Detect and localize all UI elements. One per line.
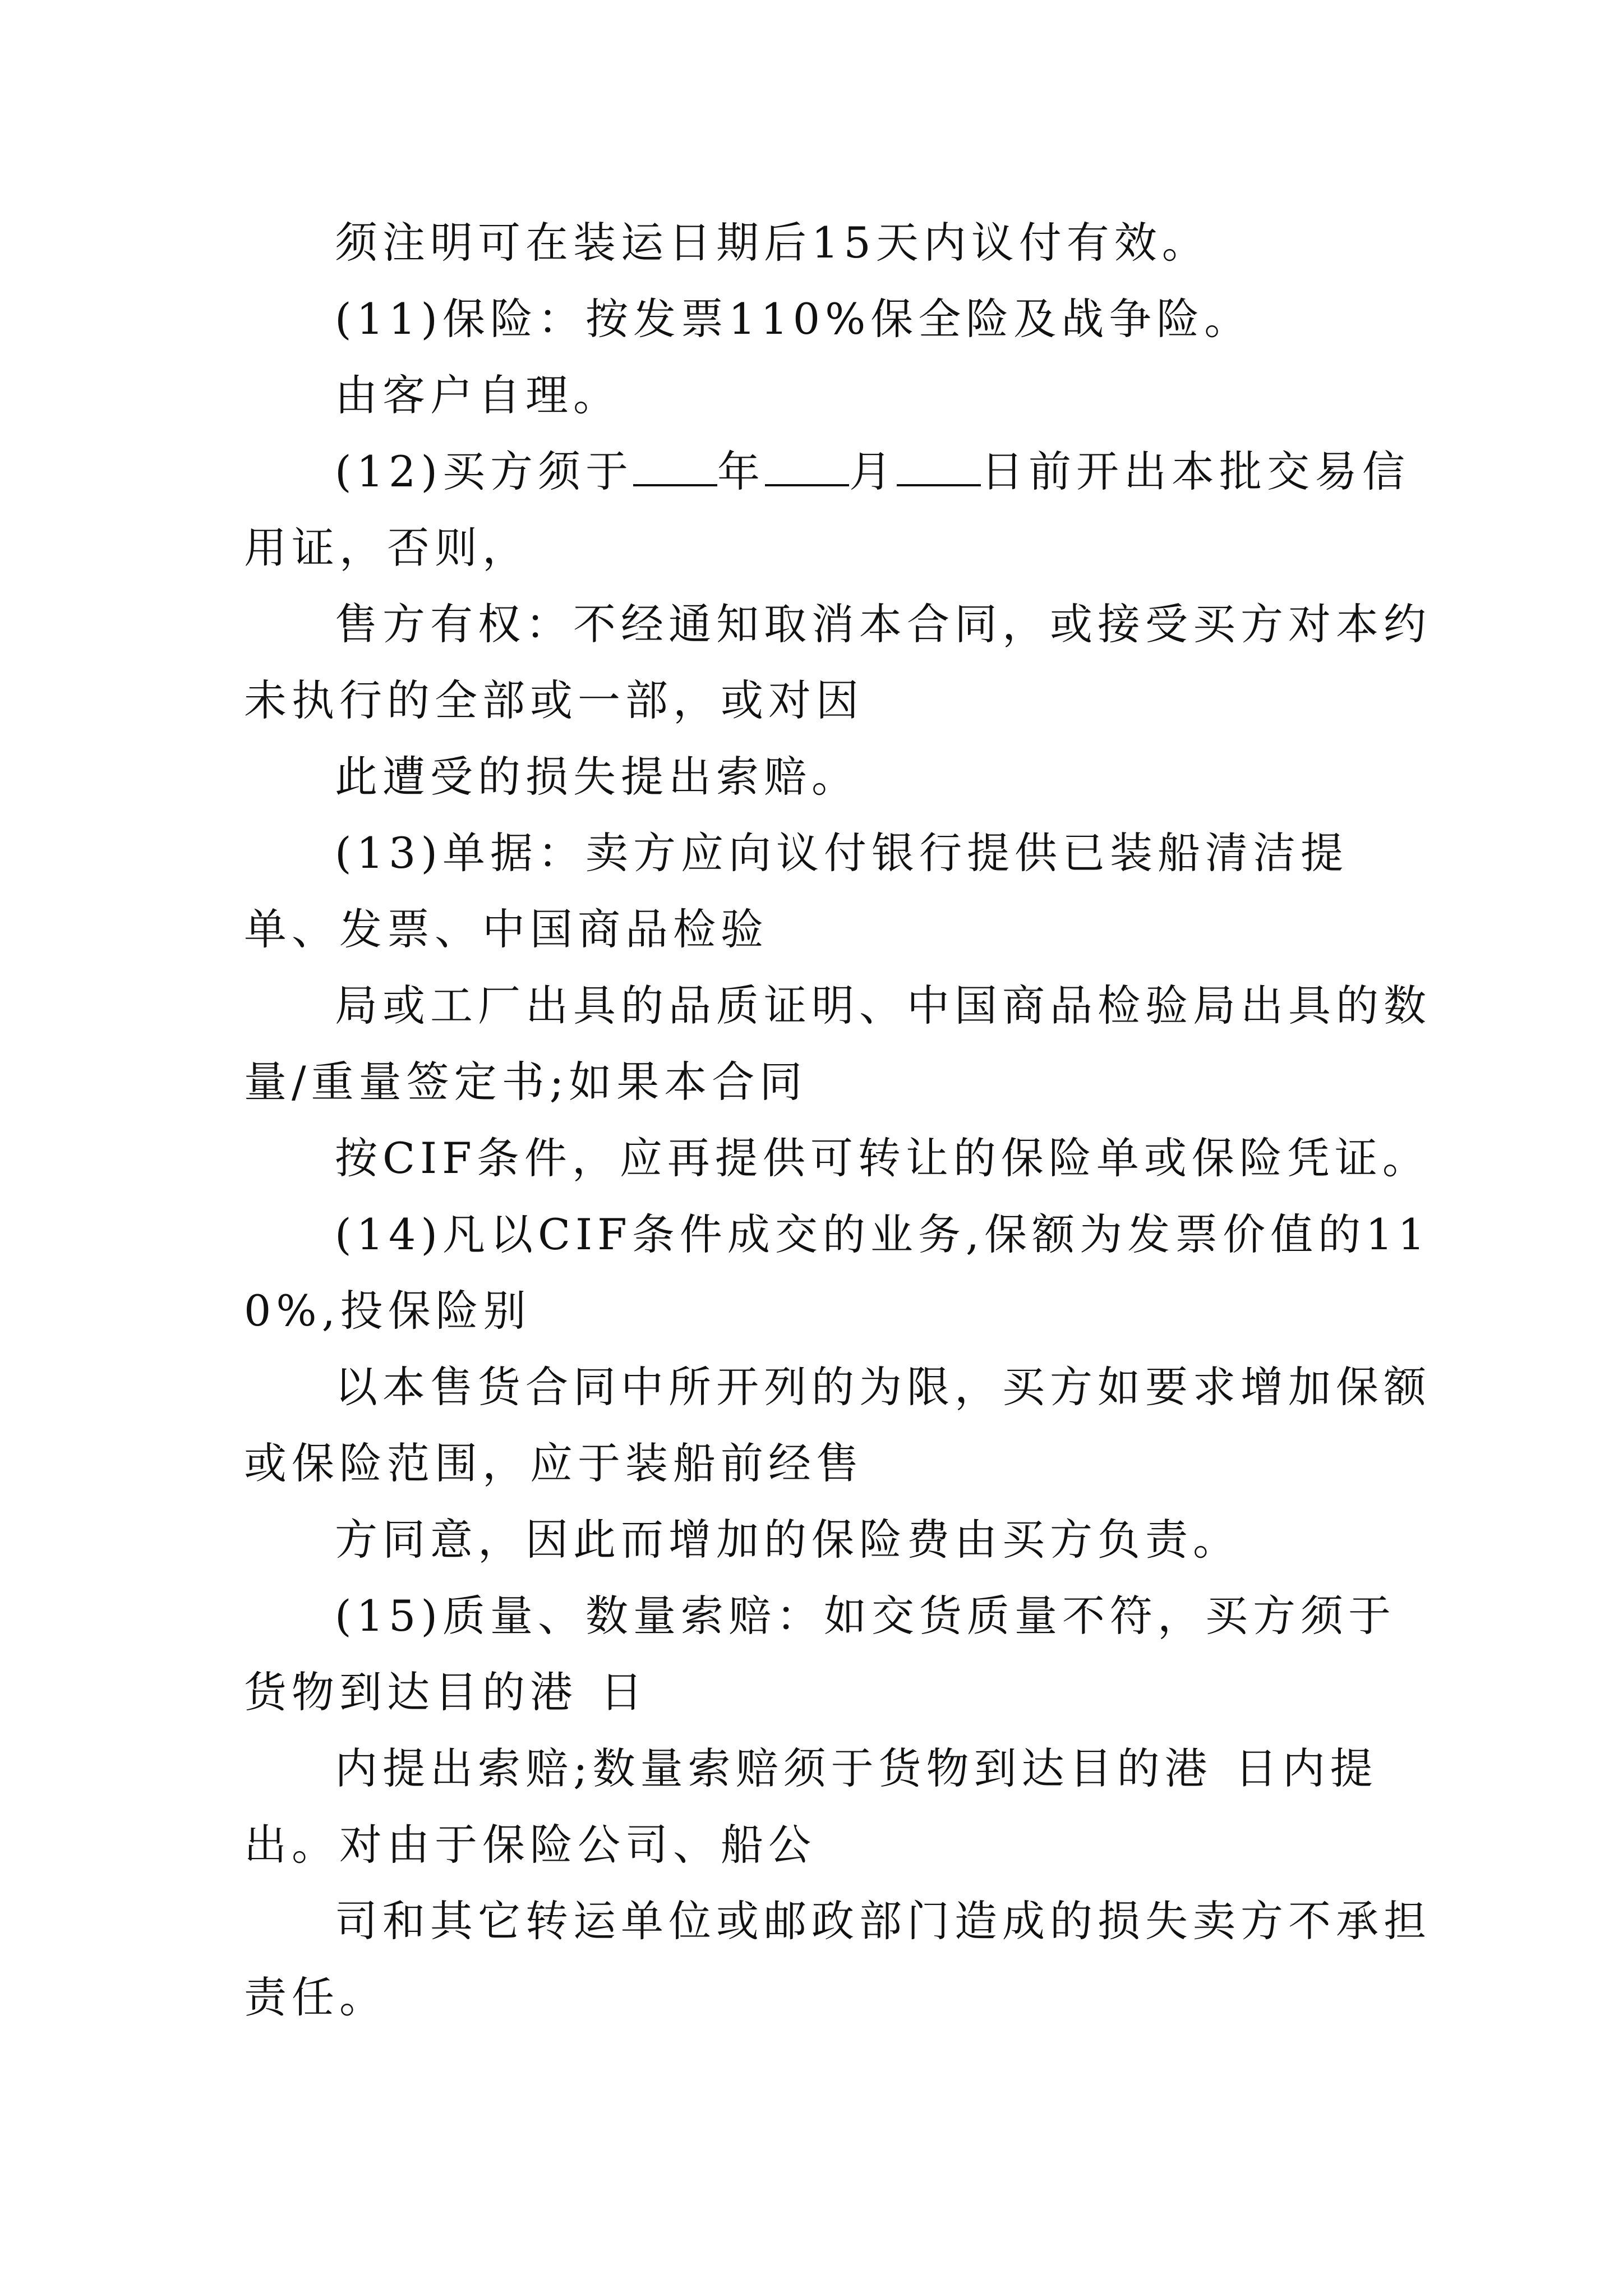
paragraph-3: [244, 357, 1438, 434]
paragraph-7: [244, 815, 1438, 968]
paragraph-text: 须注明可在装运日期后15天内议付有效。: [335, 218, 1210, 268]
blank-year: [633, 447, 717, 486]
paragraph-text: 日内提出。对由于保险公司、船公: [244, 1743, 1378, 1870]
paragraph-15: [244, 1883, 1438, 2036]
paragraph-text: 月: [849, 447, 897, 496]
blank-day: [897, 447, 981, 486]
paragraph-text: (13)单据：卖方应向议付银行提供已装船清洁提单、发票、中国商品检验: [244, 828, 1349, 954]
blank-month: [765, 447, 849, 486]
paragraph-text: 日: [600, 1667, 648, 1717]
paragraph-text: 日前开出本批交易信用证，否则，: [244, 447, 1410, 573]
paragraph-text: 由客户自理。: [335, 370, 621, 420]
paragraph-text: 售方有权：不经通知取消本合同，或接受买方对本约未执行的全部或一部，或对因: [244, 599, 1431, 725]
paragraph-4: [244, 434, 1438, 586]
paragraph-8: [244, 968, 1438, 1120]
paragraph-2: [244, 281, 1438, 357]
paragraph-12: [244, 1502, 1438, 1578]
paragraph-14: [244, 1731, 1438, 1883]
paragraph-text: 司和其它转运单位或邮政部门造成的损失卖方不承担责任。: [244, 1896, 1431, 2022]
paragraph-9: [244, 1120, 1438, 1197]
paragraph-text: (11)保险：按发票110%保全险及战争险。: [335, 294, 1252, 344]
paragraph-text: 按CIF条件，应再提供可转让的保险单或保险凭证。: [335, 1133, 1430, 1183]
paragraph-text: 方同意，因此而增加的保险费由买方负责。: [335, 1515, 1241, 1565]
paragraph-1: [244, 205, 1438, 281]
paragraph-text: (15)质量、数量索赔：如交货质量不符，买方须于货物到达目的港: [244, 1591, 1396, 1717]
paragraph-6: [244, 739, 1438, 815]
paragraph-text: 以本售货合同中所开列的为限，买方如要求增加保额或保险范围，应于装船前经售: [244, 1362, 1431, 1488]
paragraph-text: (14)凡以CIF条件成交的业务,保额为发票价值的110%,投保险别: [244, 1209, 1430, 1336]
paragraph-text: 局或工厂出具的品质证明、中国商品检验局出具的数量/重量签定书;如果本合同: [244, 981, 1431, 1107]
paragraph-text: 年: [717, 447, 766, 496]
paragraph-text: 内提出索赔;数量索赔须于货物到达目的港: [335, 1743, 1212, 1793]
document-body: [244, 205, 1438, 2036]
paragraph-11: [244, 1349, 1438, 1502]
paragraph-13: [244, 1578, 1438, 1731]
paragraph-text: (12)买方须于: [335, 447, 634, 496]
paragraph-5: [244, 586, 1438, 739]
paragraph-10: [244, 1197, 1438, 1349]
paragraph-text: 此遭受的损失提出索赔。: [335, 752, 859, 802]
